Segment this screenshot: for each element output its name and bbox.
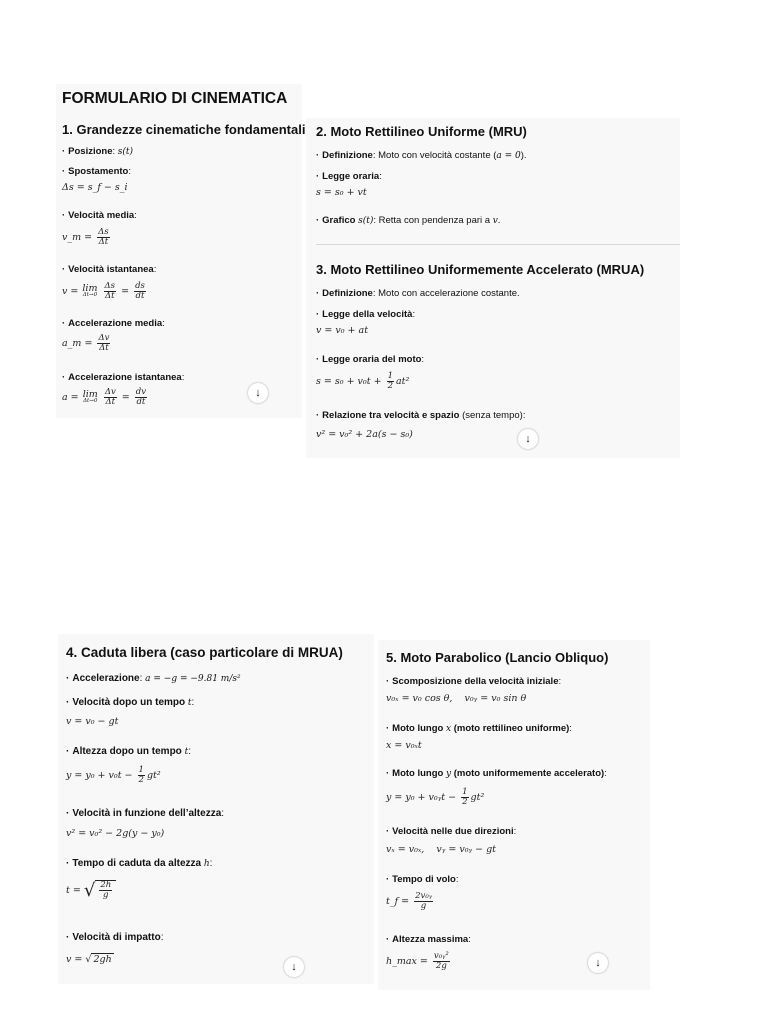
spostamento-item: · Spostamento: bbox=[62, 166, 131, 177]
caduta-velocita-altezza-formula: v² = v₀² − 2g(y − y₀) bbox=[66, 828, 165, 839]
section-4-title: 4. Caduta libera (caso particolare di MRUA) bbox=[66, 645, 343, 660]
document-title: FORMULARIO DI CINEMATICA bbox=[62, 90, 288, 107]
mrua-relazione-item: · Relazione tra velocità e spazio (senza tempo): bbox=[316, 410, 526, 421]
caduta-altezza-tempo-formula: y = y₀ + v₀t − $\frac{1}{2}$ gt² bbox=[66, 765, 161, 785]
caduta-velocita-tempo-item: · Velocità dopo un tempo t: bbox=[66, 697, 195, 708]
parabolico-moto-y-item: · Moto lungo y (moto uniformemente accelerato): bbox=[386, 768, 607, 779]
mru-legge-oraria-item: · Legge oraria: bbox=[316, 171, 382, 182]
parabolico-scomposizione-item: · Scomposizione della velocità iniziale: bbox=[386, 676, 562, 687]
parabolico-moto-x-item: · Moto lungo x (moto rettilineo uniforme): bbox=[386, 723, 572, 734]
accelerazione-media-formula: a_m = $\frac{\Delta v}{\Delta t}$ bbox=[62, 333, 110, 353]
mru-definizione-item: · Definizione: Moto con velocità costante (a = 0). bbox=[316, 150, 527, 161]
section-divider bbox=[316, 244, 680, 245]
scroll-down-button-1[interactable] bbox=[248, 383, 268, 403]
parabolico-moto-y-formula: y = y₀ + v₀ᵧt − $\frac{1}{2}$ gt² bbox=[386, 787, 485, 807]
caduta-altezza-tempo-item: · Altezza dopo un tempo t: bbox=[66, 746, 191, 757]
caduta-velocita-impatto-formula: v = √ 2gh bbox=[66, 954, 112, 965]
velocita-istantanea-item: · Velocità istantanea: bbox=[62, 264, 157, 275]
accelerazione-istantanea-formula: a = lim Δt→0 $\frac{\Delta v}{\Delta t}$ = $\frac{dv}{dt}$ bbox=[62, 387, 147, 407]
arrow-down-icon: ↓ bbox=[255, 387, 261, 399]
mrua-relazione-formula: v² = v₀² + 2a(s − s₀) bbox=[316, 429, 413, 440]
mru-legge-oraria-formula: s = s₀ + vt bbox=[316, 187, 367, 198]
posizione-item: · Posizione: s(t) bbox=[62, 146, 134, 157]
velocita-media-item: · Velocità media: bbox=[62, 210, 137, 221]
accelerazione-media-item: · Accelerazione media: bbox=[62, 318, 165, 329]
parabolico-tempo-volo-item: · Tempo di volo: bbox=[386, 874, 459, 885]
section-5-title: 5. Moto Parabolico (Lancio Obliquo) bbox=[386, 650, 609, 665]
mrua-legge-oraria-formula: s = s₀ + v₀t + $\frac{1}{2}$ at² bbox=[316, 371, 410, 391]
parabolico-velocita-item: · Velocità nelle due direzioni: bbox=[386, 826, 517, 837]
parabolico-scomposizione-formula: v₀ₓ = v₀ cos θ, v₀ᵧ = v₀ sin θ bbox=[386, 693, 527, 704]
velocita-istantanea-formula: v = lim Δt→0 $\frac{\Delta s}{\Delta t}$ = $\frac{ds}{dt}$ bbox=[62, 281, 145, 301]
parabolico-velocita-formula: vₓ = v₀ₓ, vᵧ = v₀ᵧ − gt bbox=[386, 844, 496, 855]
mrua-definizione-item: · Definizione: Moto con accelerazione costante. bbox=[316, 288, 520, 299]
caduta-accelerazione-item: · Accelerazione: a = −g = −9.81 m/s² bbox=[66, 673, 241, 684]
arrow-down-icon: ↓ bbox=[291, 961, 297, 973]
section-1-title: 1. Grandezze cinematiche fondamentali bbox=[62, 122, 306, 137]
section-2-title: 2. Moto Rettilineo Uniforme (MRU) bbox=[316, 124, 527, 139]
spostamento-formula: Δs = s_f − s_i bbox=[62, 182, 128, 193]
caduta-tempo-formula: t = √ $\frac{2h}{g}$ bbox=[66, 880, 116, 901]
mrua-legge-velocita-item: · Legge della velocità: bbox=[316, 309, 416, 320]
parabolico-moto-x-formula: x = v₀ₓt bbox=[386, 740, 422, 751]
arrow-down-icon: ↓ bbox=[525, 433, 531, 445]
parabolico-tempo-volo-formula: t_f = $\frac{\text{2v₀ᵧ}}{g}$ bbox=[386, 891, 432, 911]
caduta-velocita-altezza-item: · Velocità in funzione dell’altezza: bbox=[66, 808, 225, 819]
velocita-media-formula: v_m = $\frac{\Delta s}{\Delta t}$ bbox=[62, 227, 109, 247]
mru-grafico-item: · Grafico s(t): Retta con pendenza pari a v. bbox=[316, 215, 501, 226]
accelerazione-istantanea-item: · Accelerazione istantanea: bbox=[62, 372, 185, 383]
caduta-tempo-item: · Tempo di caduta da altezza h: bbox=[66, 858, 213, 869]
scroll-down-button-3[interactable] bbox=[284, 957, 304, 977]
scroll-down-button-4[interactable] bbox=[588, 953, 608, 973]
caduta-velocita-impatto-item: · Velocità di impatto: bbox=[66, 932, 164, 943]
scroll-down-button-2[interactable] bbox=[518, 429, 538, 449]
caduta-velocita-tempo-formula: v = v₀ − gt bbox=[66, 716, 119, 727]
mrua-legge-velocita-formula: v = v₀ + at bbox=[316, 325, 369, 336]
parabolico-altezza-formula: h_max = $\frac{\text{v₀ᵧ²}}{2g}$ bbox=[386, 951, 449, 971]
mrua-legge-oraria-item: · Legge oraria del moto: bbox=[316, 354, 425, 365]
arrow-down-icon: ↓ bbox=[595, 957, 601, 969]
section-3-title: 3. Moto Rettilineo Uniformemente Accelerato (MRUA) bbox=[316, 262, 645, 277]
parabolico-altezza-item: · Altezza massima: bbox=[386, 934, 471, 945]
